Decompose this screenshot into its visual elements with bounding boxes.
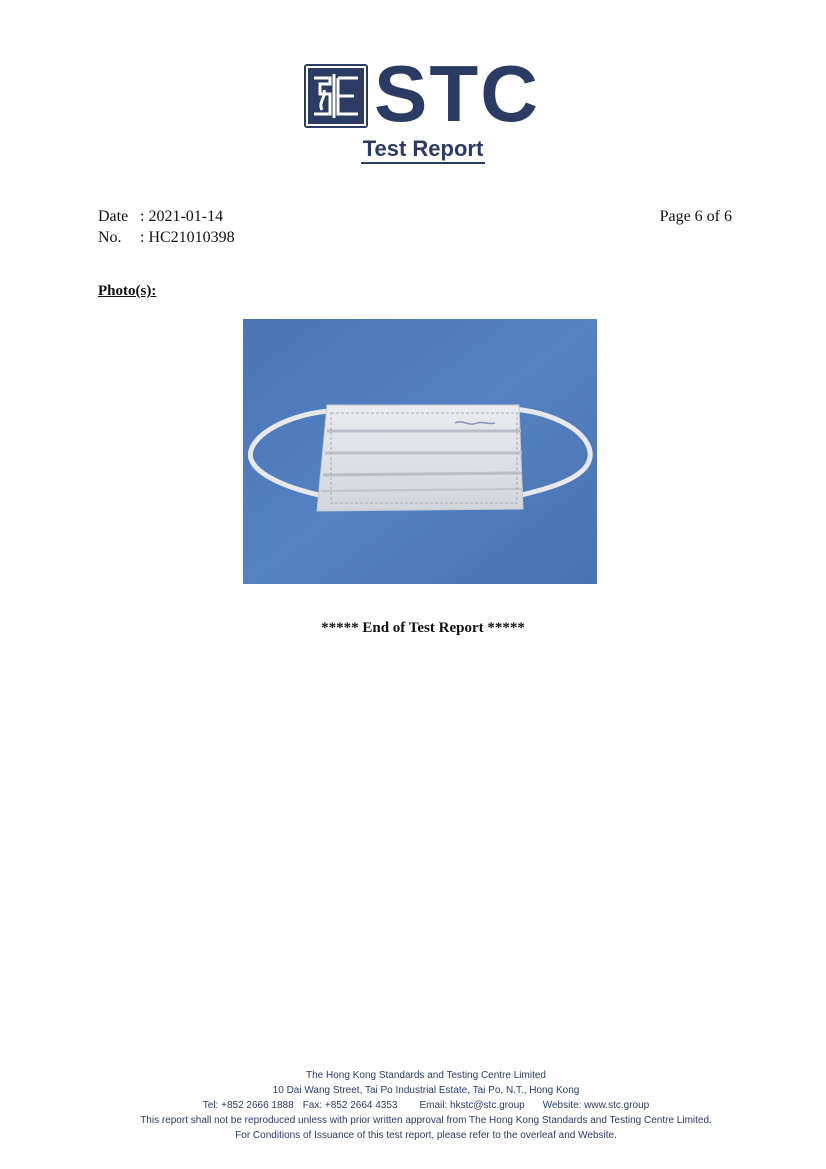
footer-email: Email: hkstc@stc.group [419,1100,525,1111]
date-row [98,206,235,227]
footer-tel: Tel: +852 2666 1888 [202,1100,294,1111]
end-of-report: ***** End of Test Report ***** [321,620,525,636]
stc-logo-mark [304,64,368,128]
footer-company: The Hong Kong Standards and Testing Centre Limited [306,1070,546,1081]
page-number: Page 6 of 6 [659,208,732,225]
stc-monogram-icon [304,64,368,128]
footer-contact [0,1098,826,1113]
date-value: : 2021-01-14 [140,208,224,225]
report-title-text: Test Report [361,136,486,164]
report-header [0,49,826,172]
report-number-label: No. [98,229,122,246]
face-mask-photo [243,319,597,584]
report-number-value: : HC21010398 [140,229,235,246]
footer-website: Website: www.stc.group [542,1100,650,1111]
stc-logo-wordmark: STC [374,49,540,138]
footer-fax: Fax: +852 2664 4353 [302,1100,398,1111]
report-footer [0,1068,826,1143]
report-number-row [98,227,235,248]
photos-heading: Photo(s): [98,283,157,299]
footer-conditions: For Conditions of Issuance of this test report, please refer to the overleaf and Website. [235,1130,617,1141]
report-meta [98,206,235,248]
footer-address: 10 Dai Wang Street, Tai Po Industrial Estate, Tai Po, N.T., Hong Kong [272,1085,580,1096]
footer-disclaimer: This report shall not be reproduced unless with prior written approval from The Hong Kong Standards and Testing Centre Limited. [140,1115,712,1126]
report-title [0,136,826,162]
date-label: Date [98,208,129,225]
